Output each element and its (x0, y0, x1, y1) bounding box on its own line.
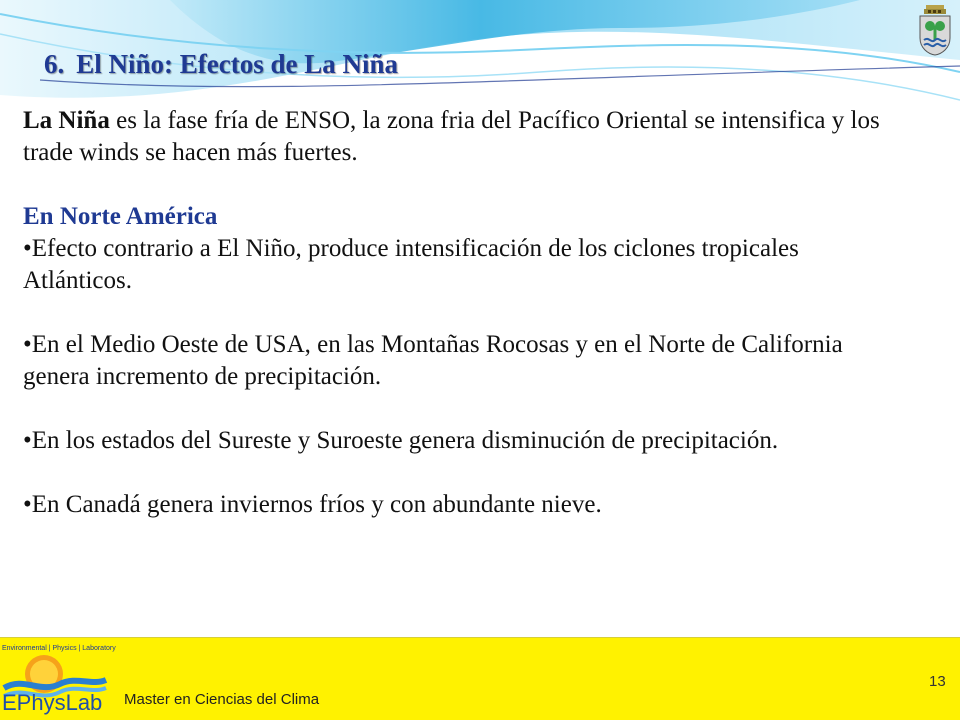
footer-course-title: Master en Ciencias del Clima (124, 691, 320, 708)
section-heading: En Norte América (23, 203, 218, 230)
slide-title (44, 49, 398, 80)
intro-rest: es la fase fría de ENSO, la zona fria del Pacífico Oriental se intensifica y los trade winds se hacen más fuertes. (23, 107, 880, 166)
logo-name: EPhysLab (2, 690, 103, 715)
bullet-marker: • (23, 331, 32, 358)
bullet-text: En Canadá genera inviernos fríos y con abundante nieve. (31, 491, 602, 518)
bullet-marker: • (23, 427, 32, 454)
logo-caption: Environmental | Physics | Laboratory (2, 645, 116, 652)
bullet-text: En el Medio Oeste de USA, en las Montañas Rocosas y en el Norte de California genera incremento de precipitación. (23, 331, 843, 390)
bullet-text: Efecto contrario a El Niño, produce intensificación de los ciclones tropicales Atlánticos. (23, 235, 799, 294)
intro-paragraph (23, 105, 903, 169)
page-number: 13 (929, 673, 946, 690)
slide-title-number: 6. (44, 49, 65, 79)
intro-term: La Niña (23, 107, 110, 134)
bullet-item (23, 329, 903, 393)
bullet-item (23, 489, 903, 521)
bullet-item (23, 425, 903, 457)
bullet-marker: • (23, 235, 32, 262)
slide-body (23, 105, 903, 521)
slide-title-text: El Niño: Efectos de La Niña (76, 49, 399, 79)
bullet-marker: • (23, 491, 32, 518)
bullet-text: En los estados del Sureste y Suroeste genera disminución de precipitación. (31, 427, 779, 454)
municipal-crest-icon (918, 4, 952, 56)
bullet-item (23, 233, 903, 297)
